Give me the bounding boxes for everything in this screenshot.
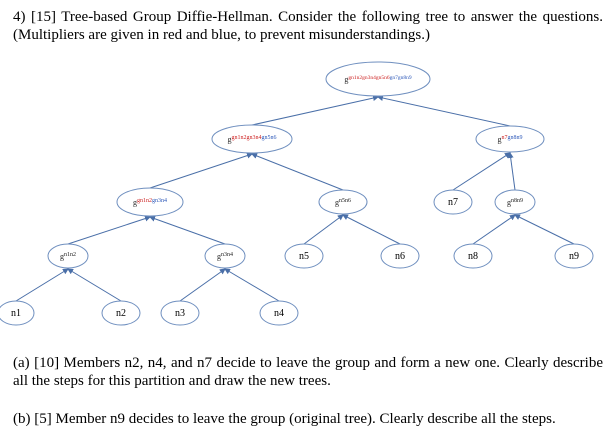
- tree-node-n5: [285, 244, 323, 268]
- tree-node-LR: [319, 190, 367, 214]
- node-label: n8: [468, 251, 478, 262]
- node-label: n2: [116, 308, 126, 319]
- node-label: n6: [395, 251, 405, 262]
- node-label: ggn1n2gn3n4gn5n6: [227, 135, 277, 144]
- node-label: gn5n6: [335, 198, 351, 207]
- node-label: gn3n4: [217, 252, 233, 261]
- node-label: n7: [448, 197, 458, 208]
- tree-edge-LLR-LL: [150, 217, 225, 244]
- node-label: ggn1n2gn3n4gn5n6gn7gn8n9: [344, 75, 412, 84]
- tree-edge-LLL-LL: [68, 217, 150, 244]
- node-label: gn1n2: [60, 252, 76, 261]
- node-label: ggn1n2gn3n4: [133, 198, 167, 207]
- node-label: n5: [299, 251, 309, 262]
- tree-edge-n9-RR: [515, 215, 574, 244]
- tree-node-n2: [102, 301, 140, 325]
- tree-edge-L-root: [252, 97, 378, 125]
- tree-edge-n4-LLR: [225, 269, 279, 301]
- node-label: gn8n9: [507, 198, 523, 207]
- tree-edge-R-root: [378, 97, 510, 126]
- tree-node-root: [326, 62, 430, 96]
- tree-node-RR: [495, 190, 535, 214]
- tree-node-n3: [161, 301, 199, 325]
- tree-edge-LL-L: [150, 154, 252, 188]
- tree-node-n8: [454, 244, 492, 268]
- tree-node-n6: [381, 244, 419, 268]
- tree-edge-n7-R: [453, 153, 510, 190]
- tree-node-n1: [0, 301, 34, 325]
- tree-node-n9: [555, 244, 593, 268]
- tree-node-LL: [117, 188, 183, 216]
- tree-node-LLL: [48, 244, 88, 268]
- tree-node-n4: [260, 301, 298, 325]
- question-heading: 4) [15] Tree-based Group Diffie-Hellman. Consider the following tree to answer the questions. (Multipliers are given in red and blue, to prevent misunderstandings.): [13, 9, 603, 43]
- question-part-a: (a) [10] Members n2, n4, and n7 decide to leave the group and form a new one. Clearly describe all the steps for this partition and draw the new trees.: [13, 355, 603, 389]
- tree-edge-n8-RR: [473, 215, 515, 244]
- tree-node-n7: [434, 190, 472, 214]
- question-part-b: (b) [5] Member n9 decides to leave the group (original tree). Clearly describe all the steps.: [13, 411, 556, 427]
- tree-edge-LR-L: [252, 154, 343, 190]
- tree-edge-n6-LR: [343, 215, 400, 244]
- tree-edge-n2-LLL: [68, 269, 121, 301]
- tree-edge-n5-LR: [304, 215, 343, 244]
- node-label: n4: [274, 308, 284, 319]
- tree-node-LLR: [205, 244, 245, 268]
- node-label: n9: [569, 251, 579, 262]
- tree-edge-n3-LLR: [180, 269, 225, 301]
- tree-edge-n1-LLL: [16, 269, 68, 301]
- tree-node-L: [212, 125, 292, 153]
- node-label: n3: [175, 308, 185, 319]
- tree-node-R: [476, 126, 544, 152]
- node-label: gn7gn8n9: [497, 135, 523, 144]
- node-label: n1: [11, 308, 21, 319]
- tree-edge-RR-R: [510, 153, 515, 190]
